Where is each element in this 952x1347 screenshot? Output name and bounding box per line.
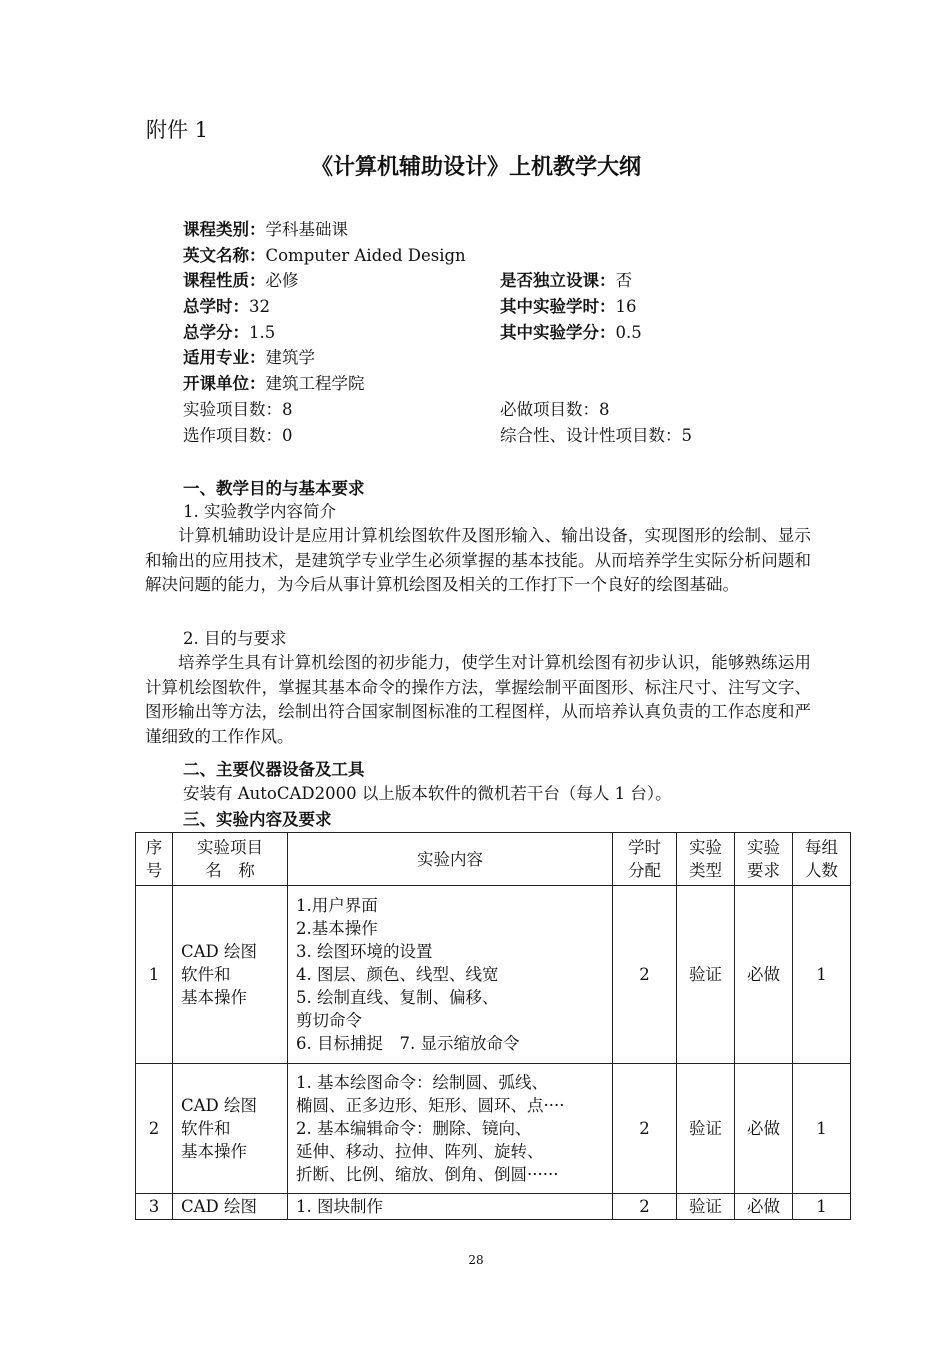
meta-dept: [183, 371, 365, 397]
meta-hours-value: 32: [249, 297, 270, 316]
header-type: 实验 类型: [677, 833, 735, 886]
meta-nature: [183, 268, 299, 294]
meta-exp-credits-label: 其中实验学分：: [500, 323, 616, 342]
meta-required-count: 必做项目数：8: [500, 400, 610, 419]
row-req: 必做: [735, 886, 793, 1064]
row-name: CAD 绘图: [173, 1194, 288, 1220]
header-req: 实验 要求: [735, 833, 793, 886]
meta-optional-count: 选作项目数：0: [183, 426, 293, 445]
meta-exp-hours-value: 16: [615, 297, 637, 316]
meta-hours-label: 总学时：: [183, 297, 249, 316]
header-hours: 学时 分配: [613, 833, 677, 886]
section2-para: 安装有 AutoCAD2000 以上版本软件的微机若干台（每人 1 台）。: [183, 784, 672, 803]
table-row: [136, 1064, 851, 1194]
header-name: 实验项目 名 称: [173, 833, 288, 886]
meta-exp-credits-value: 0.5: [615, 323, 642, 342]
section2-heading: 二、主要仪器设备及工具: [183, 760, 365, 779]
row-hours: 2: [613, 1194, 677, 1220]
meta-credits-value: 1.5: [249, 323, 276, 342]
row-people: 1: [793, 1064, 851, 1194]
row-content: 1. 图块制作: [288, 1194, 613, 1220]
meta-exp-credits: [500, 320, 642, 346]
table-row: [136, 1194, 851, 1220]
row-name: CAD 绘图 软件和 基本操作: [173, 886, 288, 1064]
section1-para1: 计算机辅助设计是应用计算机绘图软件及图形输入、输出设备，实现图形的绘制、显示和输出的应用技术，是建筑学专业学生必须掌握的基本技能。从而培养学生实际分析问题和解决问题的能力，为今后从事计算机绘图及相关的工作打下一个良好的绘图基础。: [145, 526, 811, 595]
row-content: 1.用户界面 2.基本操作 3. 绘图环境的设置 4. 图层、颜色、线型、线宽 5. 绘制直线、复制、偏移、 剪切命令 6. 目标捕捉 7. 显示缩放命令: [288, 886, 613, 1064]
section1-sub2: 2. 目的与要求: [183, 629, 287, 648]
meta-exp-hours: [500, 294, 637, 320]
meta-major: [183, 345, 315, 371]
row-hours: 2: [613, 886, 677, 1064]
row-req: 必做: [735, 1064, 793, 1194]
meta-dept-value: 建筑工程学院: [265, 374, 365, 393]
meta-independent: [500, 268, 632, 294]
section1-para1-block: [145, 524, 811, 598]
meta-exp-hours-label: 其中实验学时：: [500, 297, 616, 316]
section1-heading: 一、教学目的与基本要求: [183, 479, 365, 498]
header-people: 每组 人数: [793, 833, 851, 886]
row-name: CAD 绘图 软件和 基本操作: [173, 1064, 288, 1194]
section1-para2: 培养学生具有计算机绘图的初步能力，使学生对计算机绘图有初步认识，能够熟练运用计算机绘图软件，掌握其基本命令的操作方法，掌握绘制平面图形、标注尺寸、注写文字、图形输出等方法，绘制出符合国家制图标准的工程图样，从而培养认真负责的工作态度和严谨细致的工作作风。: [145, 653, 811, 747]
meta-english: [183, 243, 466, 269]
meta-dept-label: 开课单位：: [183, 374, 266, 393]
page-title: 《计算机辅助设计》上机教学大纲: [310, 155, 641, 180]
meta-major-label: 适用专业：: [183, 348, 266, 367]
experiment-table: [135, 832, 851, 1220]
meta-projects-count: 实验项目数：8: [183, 400, 293, 419]
row-seq: 3: [136, 1194, 173, 1220]
attachment-label: 附件 1: [146, 118, 209, 142]
row-content: 1. 基本绘图命令：绘制圆、弧线、 椭圆、正多边形、矩形、圆环、点···· 2. 基本编辑命令：删除、镜向、 延伸、移动、拉伸、阵列、旋转、 折断、比例、缩放、倒角、倒圆······: [288, 1064, 613, 1194]
meta-independent-value: 否: [615, 271, 632, 290]
section3-heading: 三、实验内容及要求: [183, 810, 332, 829]
row-people: 1: [793, 1194, 851, 1220]
meta-independent-label: 是否独立设课：: [500, 271, 616, 290]
row-seq: 1: [136, 886, 173, 1064]
meta-nature-value: 必修: [265, 271, 299, 290]
header-content: 实验内容: [288, 833, 613, 886]
header-seq: 序 号: [136, 833, 173, 886]
meta-category-label: 课程类别：: [183, 220, 266, 239]
section1-para2-block: [145, 651, 811, 750]
row-type: 验证: [677, 1064, 735, 1194]
meta-hours: [183, 294, 270, 320]
meta-category: [183, 217, 348, 243]
meta-nature-label: 课程性质：: [183, 271, 266, 290]
meta-credits-label: 总学分：: [183, 323, 249, 342]
page-number: 28: [468, 1253, 484, 1267]
row-type: 验证: [677, 1194, 735, 1220]
section1-sub1: 1. 实验教学内容简介: [183, 502, 336, 521]
table-header-row: [136, 833, 851, 886]
row-hours: 2: [613, 1064, 677, 1194]
row-seq: 2: [136, 1064, 173, 1194]
meta-category-value: 学科基础课: [265, 220, 348, 239]
meta-credits: [183, 320, 275, 346]
row-type: 验证: [677, 886, 735, 1064]
table-row: [136, 886, 851, 1064]
row-req: 必做: [735, 1194, 793, 1220]
meta-major-value: 建筑学: [265, 348, 315, 367]
meta-english-label: 英文名称：: [183, 246, 266, 265]
meta-design-count: 综合性、设计性项目数：5: [500, 426, 692, 445]
meta-english-value: Computer Aided Design: [265, 246, 466, 265]
row-people: 1: [793, 886, 851, 1064]
